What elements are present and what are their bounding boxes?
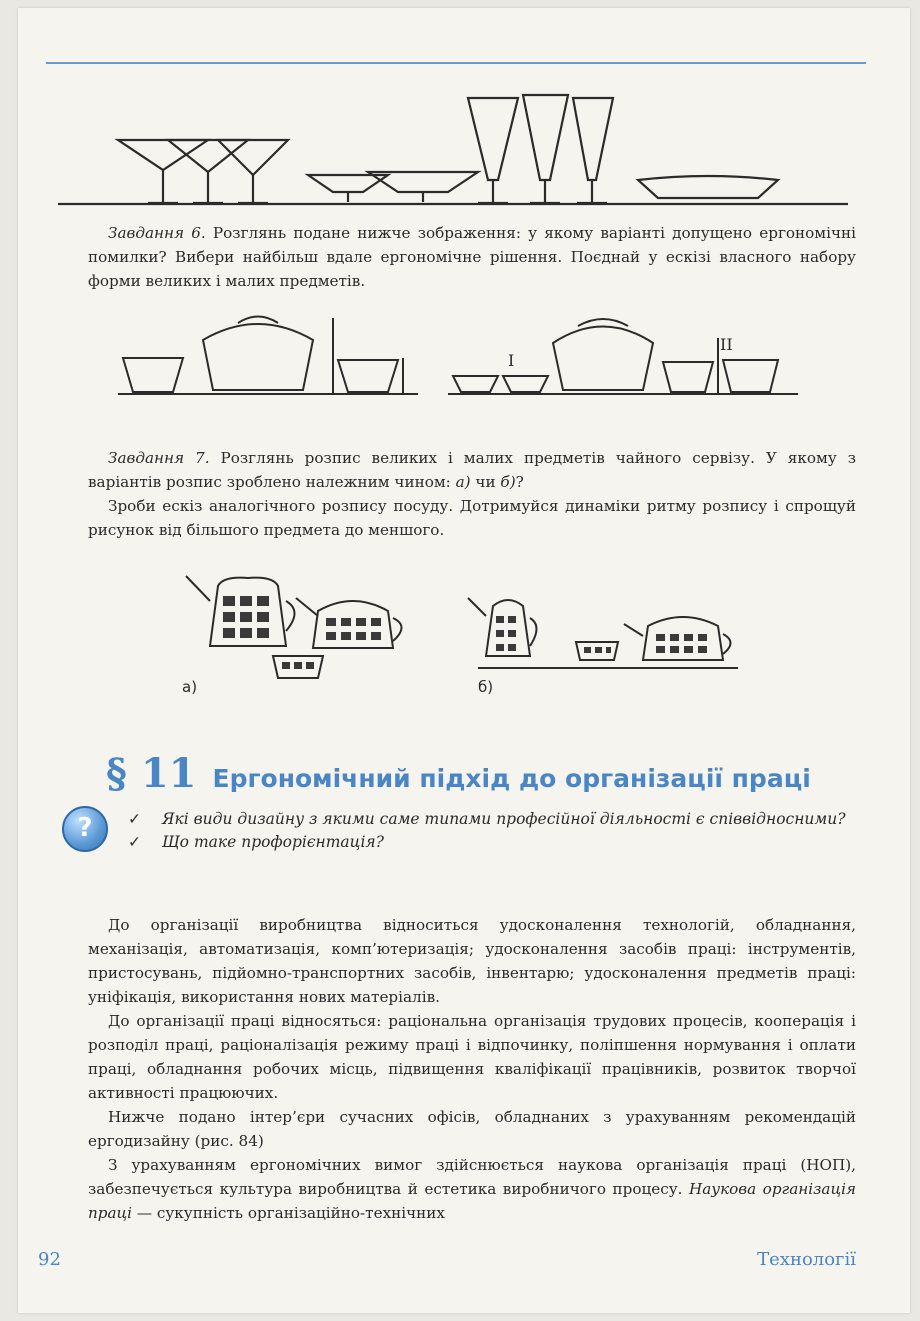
task-6	[88, 221, 856, 293]
question-text: Які види дизайну з якими саме типами професійної діяльності є співвідносними?	[162, 810, 846, 828]
book-title: Технології	[757, 1249, 856, 1270]
bowls-sets-illustration	[108, 298, 808, 416]
check-icon: ✓	[128, 833, 141, 851]
body-p4-start: З урахуванням ергономічних вимог здійснюється наукова організація праці (НОП), забезпечується культура виробництва й естетика виробничого процесу.	[88, 1156, 856, 1198]
question-text: Що таке профорієнтація?	[162, 833, 384, 851]
body-paragraph-3: Нижче подано інтер’єри сучасних офісів, обладнаних з урахуванням рекомендацій ергодизайну (рис. 84)	[88, 1108, 856, 1150]
figure-label-a: а)	[182, 678, 198, 696]
body-p4-term: Наукова організація праці	[88, 1180, 856, 1222]
textbook-page	[18, 8, 910, 1313]
task-7-or: чи	[470, 473, 501, 491]
glassware-illustration	[58, 80, 878, 216]
task-7	[88, 446, 856, 542]
figure-label-b: б)	[478, 678, 494, 696]
task-7-option-a: а)	[455, 473, 471, 491]
section-title: Ергономічний підхід до організації праці	[212, 764, 811, 793]
task-7-text: Розглянь розпис великих і малих предметів чайного сервізу. У якому з варіантів розпис зроблено належним чином:	[88, 449, 856, 491]
check-icon: ✓	[128, 810, 141, 828]
body-p4-end: — сукупність організаційно-технічних	[132, 1204, 445, 1222]
task-7-end: ?	[515, 473, 524, 491]
body-paragraph-4	[88, 1153, 856, 1225]
body-paragraph-1: До організації виробництва відноситься удосконалення технологій, обладнання, механізація, автоматизація, комп’ютеризація; удосконалення засобів праці: інструментів, пристосувань, підйомно-транспортних засобів, інвентарю; удосконалення предметів праці: уніфікація, використання нових матеріалів.	[88, 916, 856, 1006]
section-number: § 11	[106, 750, 197, 797]
figure2-mark-2: II	[720, 335, 733, 354]
task-7-paragraph-2: Зроби ескіз аналогічного розпису посуду. Дотримуйся динаміки ритму розпису і спрощуй рисунок від більшого предмета до меншого.	[88, 497, 856, 539]
header-rule	[46, 62, 866, 64]
task-6-label: Завдання 6.	[108, 224, 206, 242]
question-icon: ?	[62, 806, 108, 852]
question-item	[128, 808, 858, 831]
question-item	[128, 831, 858, 854]
body-paragraph-2: До організації праці відносяться: раціональна організація трудових процесів, кооперація і розподіл праці, раціоналізація режиму праці і відпочинку, поліпшення нормування і оплати праці, обладнання робочих місць, підвищення кваліфікації працівників, розвиток творчої активності працюючих.	[88, 1012, 856, 1102]
page-number: 92	[38, 1249, 61, 1270]
tea-set-illustration	[178, 556, 748, 704]
section-heading	[106, 750, 811, 798]
body-text	[88, 913, 856, 1225]
task-6-text: Розглянь подане нижче зображення: у якому варіанті допущено ергономічні помилки? Вибери найбільш вдале ергономічне рішення. Поєднай у ескізі власного набору форми великих і малих предметів.	[88, 224, 857, 290]
task-7-label: Завдання 7.	[108, 449, 210, 467]
task-7-option-b: б)	[500, 473, 516, 491]
review-questions	[128, 808, 858, 854]
figure2-mark-1: I	[508, 351, 515, 370]
